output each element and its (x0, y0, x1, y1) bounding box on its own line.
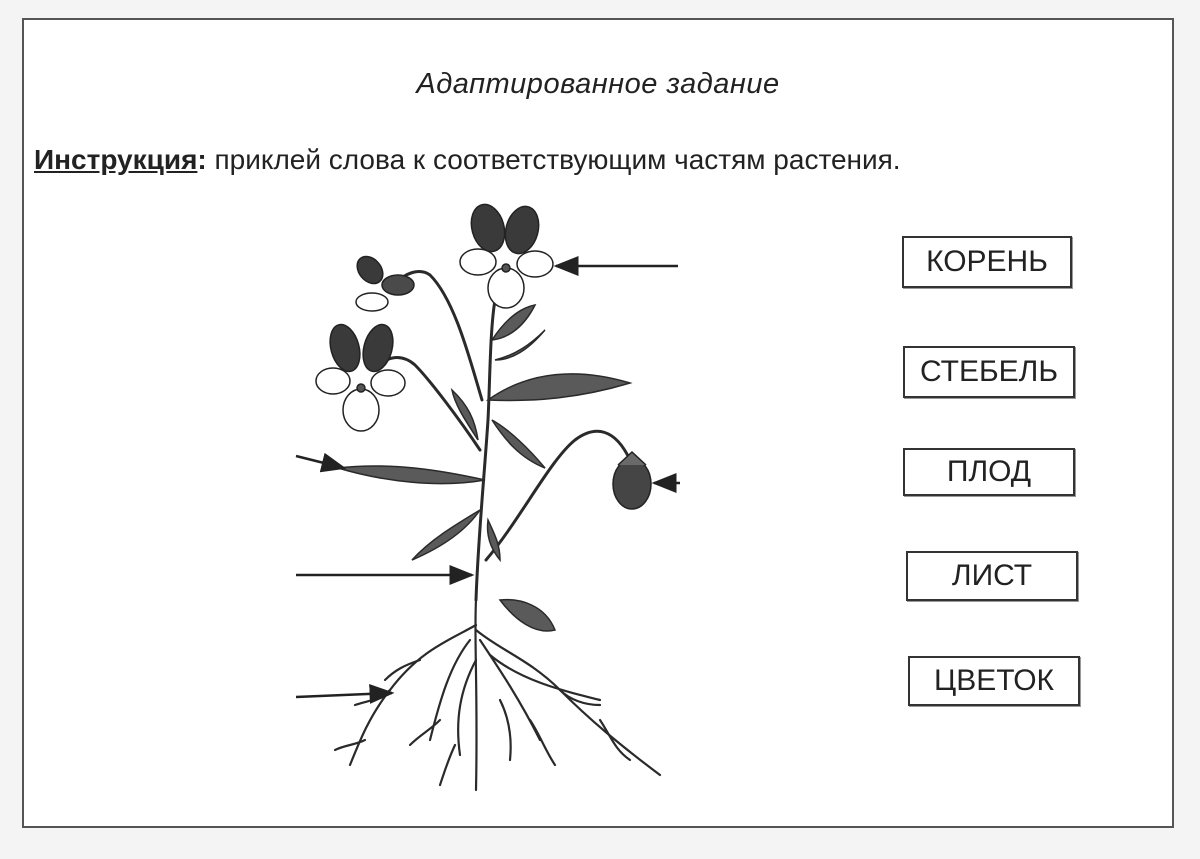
word-card-root[interactable]: КОРЕНЬ (902, 236, 1072, 288)
fruit-capsule (613, 452, 651, 509)
roots (335, 600, 660, 790)
worksheet-title: Адаптированное задание (416, 68, 780, 100)
word-card-stem[interactable]: СТЕБЕЛЬ (903, 346, 1075, 398)
instruction-text: приклей слова к соответствующим частям растения. (206, 144, 901, 175)
flower-top (460, 201, 553, 308)
flower-left (316, 321, 405, 431)
instruction-colon: : (197, 144, 207, 175)
word-card-flower[interactable]: ЦВЕТОК (908, 656, 1080, 706)
flower-small (352, 251, 414, 311)
word-card-fruit[interactable]: ПЛОД (903, 448, 1075, 496)
arrow-root (296, 693, 392, 697)
instruction-label: Инструкция (34, 144, 198, 175)
arrow-leaf (296, 456, 344, 468)
word-card-leaf[interactable]: ЛИСТ (906, 551, 1078, 601)
